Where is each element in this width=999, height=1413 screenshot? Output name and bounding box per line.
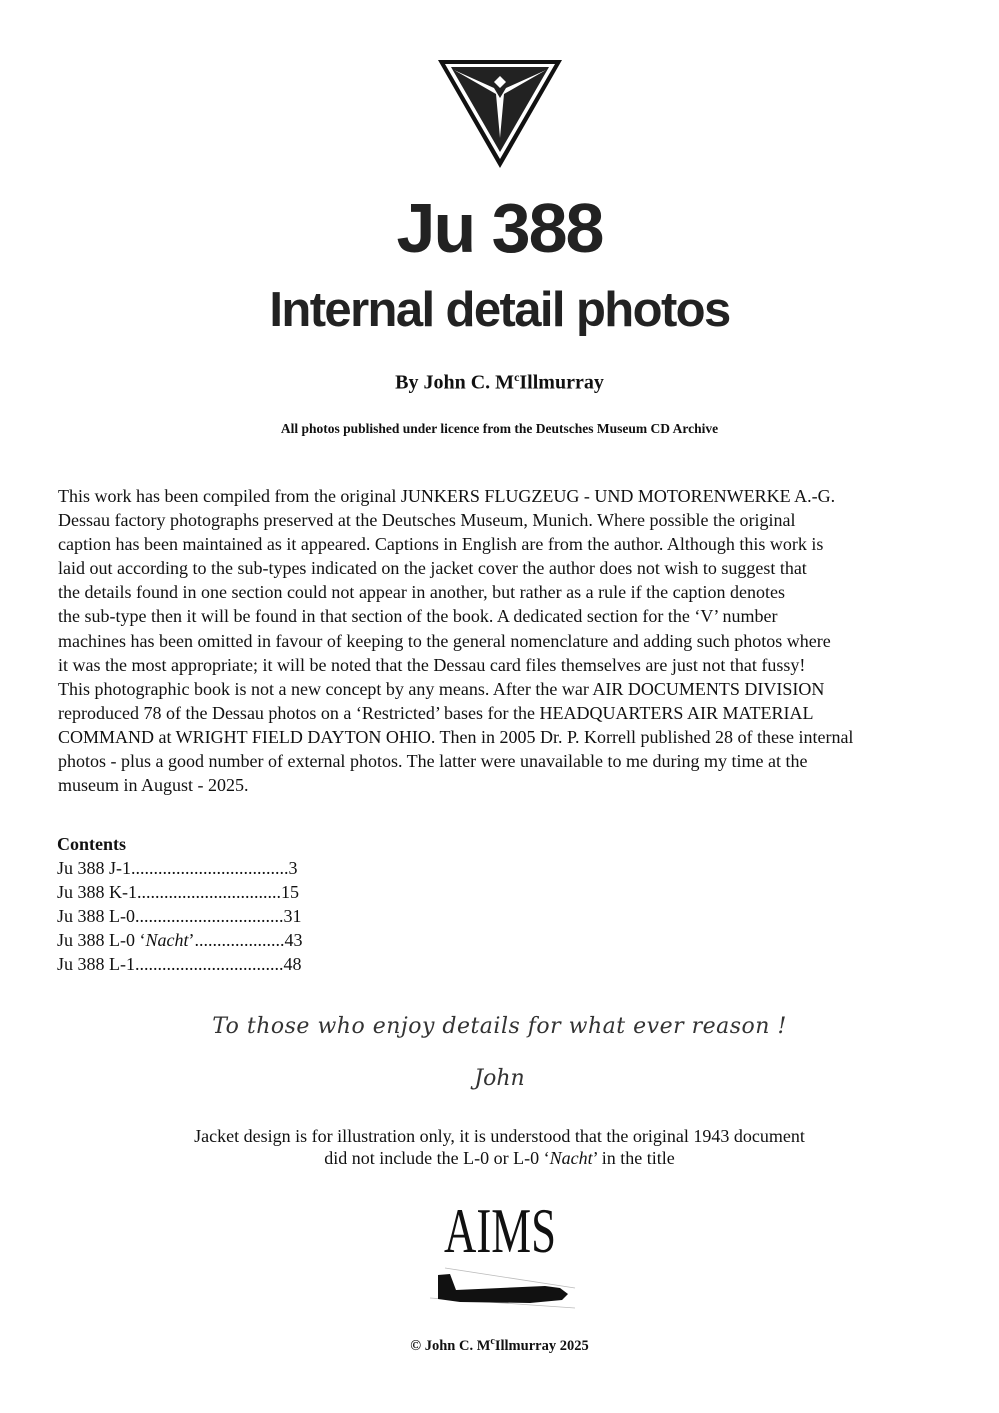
contents-page: 48 [283,954,302,974]
contents-leader: ................................. [135,906,284,926]
body-line: the details found in one section could not appear in another, but rather as a rule if the caption denotes [58,582,786,603]
contents-label: Ju 388 K-1 [57,882,137,902]
note-line: Jacket design is for illustration only, it is understood that the original 1943 document [194,1126,805,1146]
body-line: laid out according to the sub-types indicated on the jacket cover the author does not wish to suggest that [58,558,807,579]
contents-leader: ................................... [131,858,289,878]
body-line: machines has been omitted in favour of keeping to the general nomenclature and adding such photos where [58,630,831,651]
table-of-contents [57,832,303,976]
contents-page: 15 [281,882,299,902]
copyright-sup: c [490,1336,495,1347]
page-title: Ju 388 [396,189,603,267]
body-line: This photographic book is not a new concept by any means. After the war AIR DOCUMENTS DIVISION [58,678,825,699]
note-italic: Nacht [549,1148,593,1168]
contents-page: 31 [283,906,302,926]
contents-item[interactable] [57,856,303,880]
aims-publisher-logo [400,1190,600,1320]
copyright-text: © John C. M [410,1337,491,1354]
contents-leader: ................................ [137,882,281,902]
copyright-notice [0,1336,999,1355]
body-line: COMMAND at WRIGHT FIELD DAYTON OHIO. Then in 2005 Dr. P. Korrell published 28 of these internal [58,726,854,747]
contents-item[interactable] [57,904,303,928]
body-line: This work has been compiled from the original JUNKERS FLUGZEUG - UND MOTORENWERKE A.-G. [58,486,836,506]
body-line: photos - plus a good number of external photos. The latter were unavailable to me during my time at the [58,751,808,772]
body-line: museum in August - 2025. [58,775,249,796]
note-text: ’ in the title [592,1148,675,1168]
contents-item[interactable] [57,880,303,904]
body-line: it was the most appropriate; it will be noted that the Dessau card files themselves are just not that fussy! [58,654,806,675]
body-line: the sub-type then it will be found in that section of the book. A dedicated section for the ‘V’ number [58,606,778,627]
contents-label: Ju 388 L-0 ‘ [57,930,146,950]
byline-sup: c [514,370,520,384]
page-subtitle: Internal detail photos [269,283,730,337]
contents-leader: ................................. [135,954,284,974]
contents-item[interactable] [57,928,303,952]
jacket-note [0,1125,999,1169]
body-line: caption has been maintained as it appeared. Captions in English are from the author. Although this work is [58,534,824,555]
byline-text: Illmurray [519,371,604,394]
body-line: reproduced 78 of the Dessau photos on a ‘Restricted’ bases for the HEADQUARTERS AIR MATERIAL [58,702,814,723]
contents-page: 3 [288,858,298,878]
aircraft-silhouette-icon [430,1268,575,1308]
contents-label-italic: Nacht [145,930,189,950]
contents-item[interactable] [57,952,303,976]
aims-logo-text: AIMS [444,1195,556,1266]
contents-page: 43 [284,930,303,950]
contents-label: Ju 388 L-0 [57,906,135,926]
intro-paragraph [58,484,853,797]
note-line [0,1147,999,1169]
junkers-emblem-logo [436,58,564,170]
note-text: did not include the L-0 or L-0 ‘ [324,1148,550,1168]
contents-label: ’ [188,930,195,950]
contents-label: Ju 388 L-1 [57,954,135,974]
signature: John [474,1066,525,1091]
body-line: Dessau factory photographs preserved at the Deutsches Museum, Munich. Where possible the original [58,510,796,531]
byline-text: By John C. M [395,371,515,394]
dedication: To those who enjoy details for what ever reason ! [212,1014,787,1039]
contents-leader: .................... [194,930,285,950]
contents-heading: Contents [57,834,127,854]
licence-note: All photos published under licence from the Deutsches Museum CD Archive [280,421,719,436]
contents-label: Ju 388 J-1 [57,858,132,878]
copyright-text: Illmurray 2025 [494,1337,589,1354]
author-byline [0,370,999,395]
